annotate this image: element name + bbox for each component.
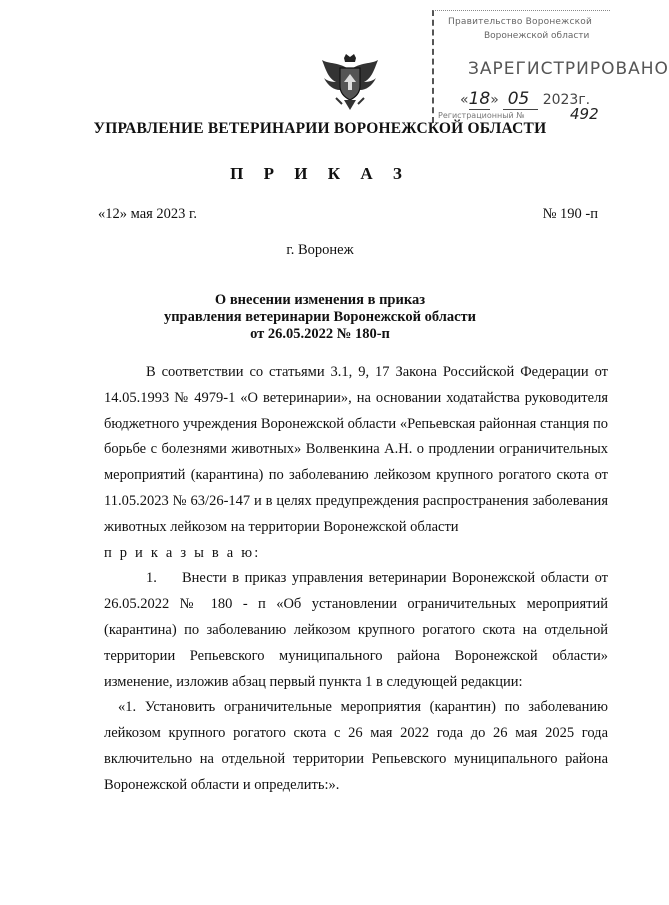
subject-line-2: управления ветеринарии Воронежской области [163, 309, 477, 325]
item-1-text: Внести в приказ управления ветеринарии Воронежской области от 26.05.2022 № 180 - п «Об установлении ограничительных мероприятий (карантина) по заболеванию лейкозом крупного рогатого скота на отдельной территории Репьевского муниципального района Воронежской области» изменение, изложив абзац первый пункта 1 в следующей редакции: [104, 570, 608, 690]
quoted-amendment: «1. Установить ограничительные мероприятия (карантин) по заболеванию лейкозом крупного рогатого скота с 26 мая 2022 года до 26 мая 2025 года включительно на отдельной территории Репьевского муниципального района Воронежской области и определить:». [104, 699, 608, 793]
stamp-year: 2023г. [542, 92, 591, 108]
stamp-day: 18 [468, 89, 491, 109]
stamp-line-1: Правительство Воронежской [448, 17, 593, 27]
document-body [104, 360, 608, 799]
order-number: № 190 -п [542, 206, 598, 222]
subject-line-1: О внесении изменения в приказ [214, 292, 426, 308]
item-1-number: 1. [146, 570, 157, 587]
stamp-month: 05 [507, 89, 530, 109]
document-type: П Р И К А З [230, 164, 410, 183]
stamp-line-2: Воронежской области [484, 31, 590, 41]
stamp-reg-number: 492 [570, 105, 599, 123]
subject-line-3: от 26.05.2022 № 180-п [250, 326, 390, 342]
coat-of-arms-emblem [318, 52, 382, 112]
registration-stamp [432, 10, 669, 123]
subject-heading [0, 292, 640, 343]
preamble-paragraph: В соответствии со статьями 3.1, 9, 17 Закона Российской Федерации от 14.05.1993 № 4979-1 «О ветеринарии», на основании ходатайства руководителя бюджетного учреждения Воронежской области «Репьевская районная станция по борьбе с болезнями животных» Волвенкина А.Н. о продлении ограничительных мероприятий (карантина) по заболеванию лейкозом крупного рогатого скота от 11.05.2023 № 63/26-147 и в целях предупреждения распространения заболевания животных лейкозом на территории Воронежской области [104, 364, 608, 535]
stamp-registered: ЗАРЕГИСТРИРОВАНО [468, 59, 669, 79]
stamp-date: «18» 05 2023г. [460, 89, 591, 109]
order-word: п р и к а з ы в а ю: [104, 544, 261, 561]
order-date: «12» мая 2023 г. [98, 206, 197, 222]
organization-name: УПРАВЛЕНИЕ ВЕТЕРИНАРИИ ВОРОНЕЖСКОЙ ОБЛАСТИ [93, 120, 547, 137]
item-1-paragraph [104, 566, 608, 695]
stamp-reg-label: Регистрационный № [438, 111, 525, 120]
city: г. Воронеж [286, 242, 354, 258]
